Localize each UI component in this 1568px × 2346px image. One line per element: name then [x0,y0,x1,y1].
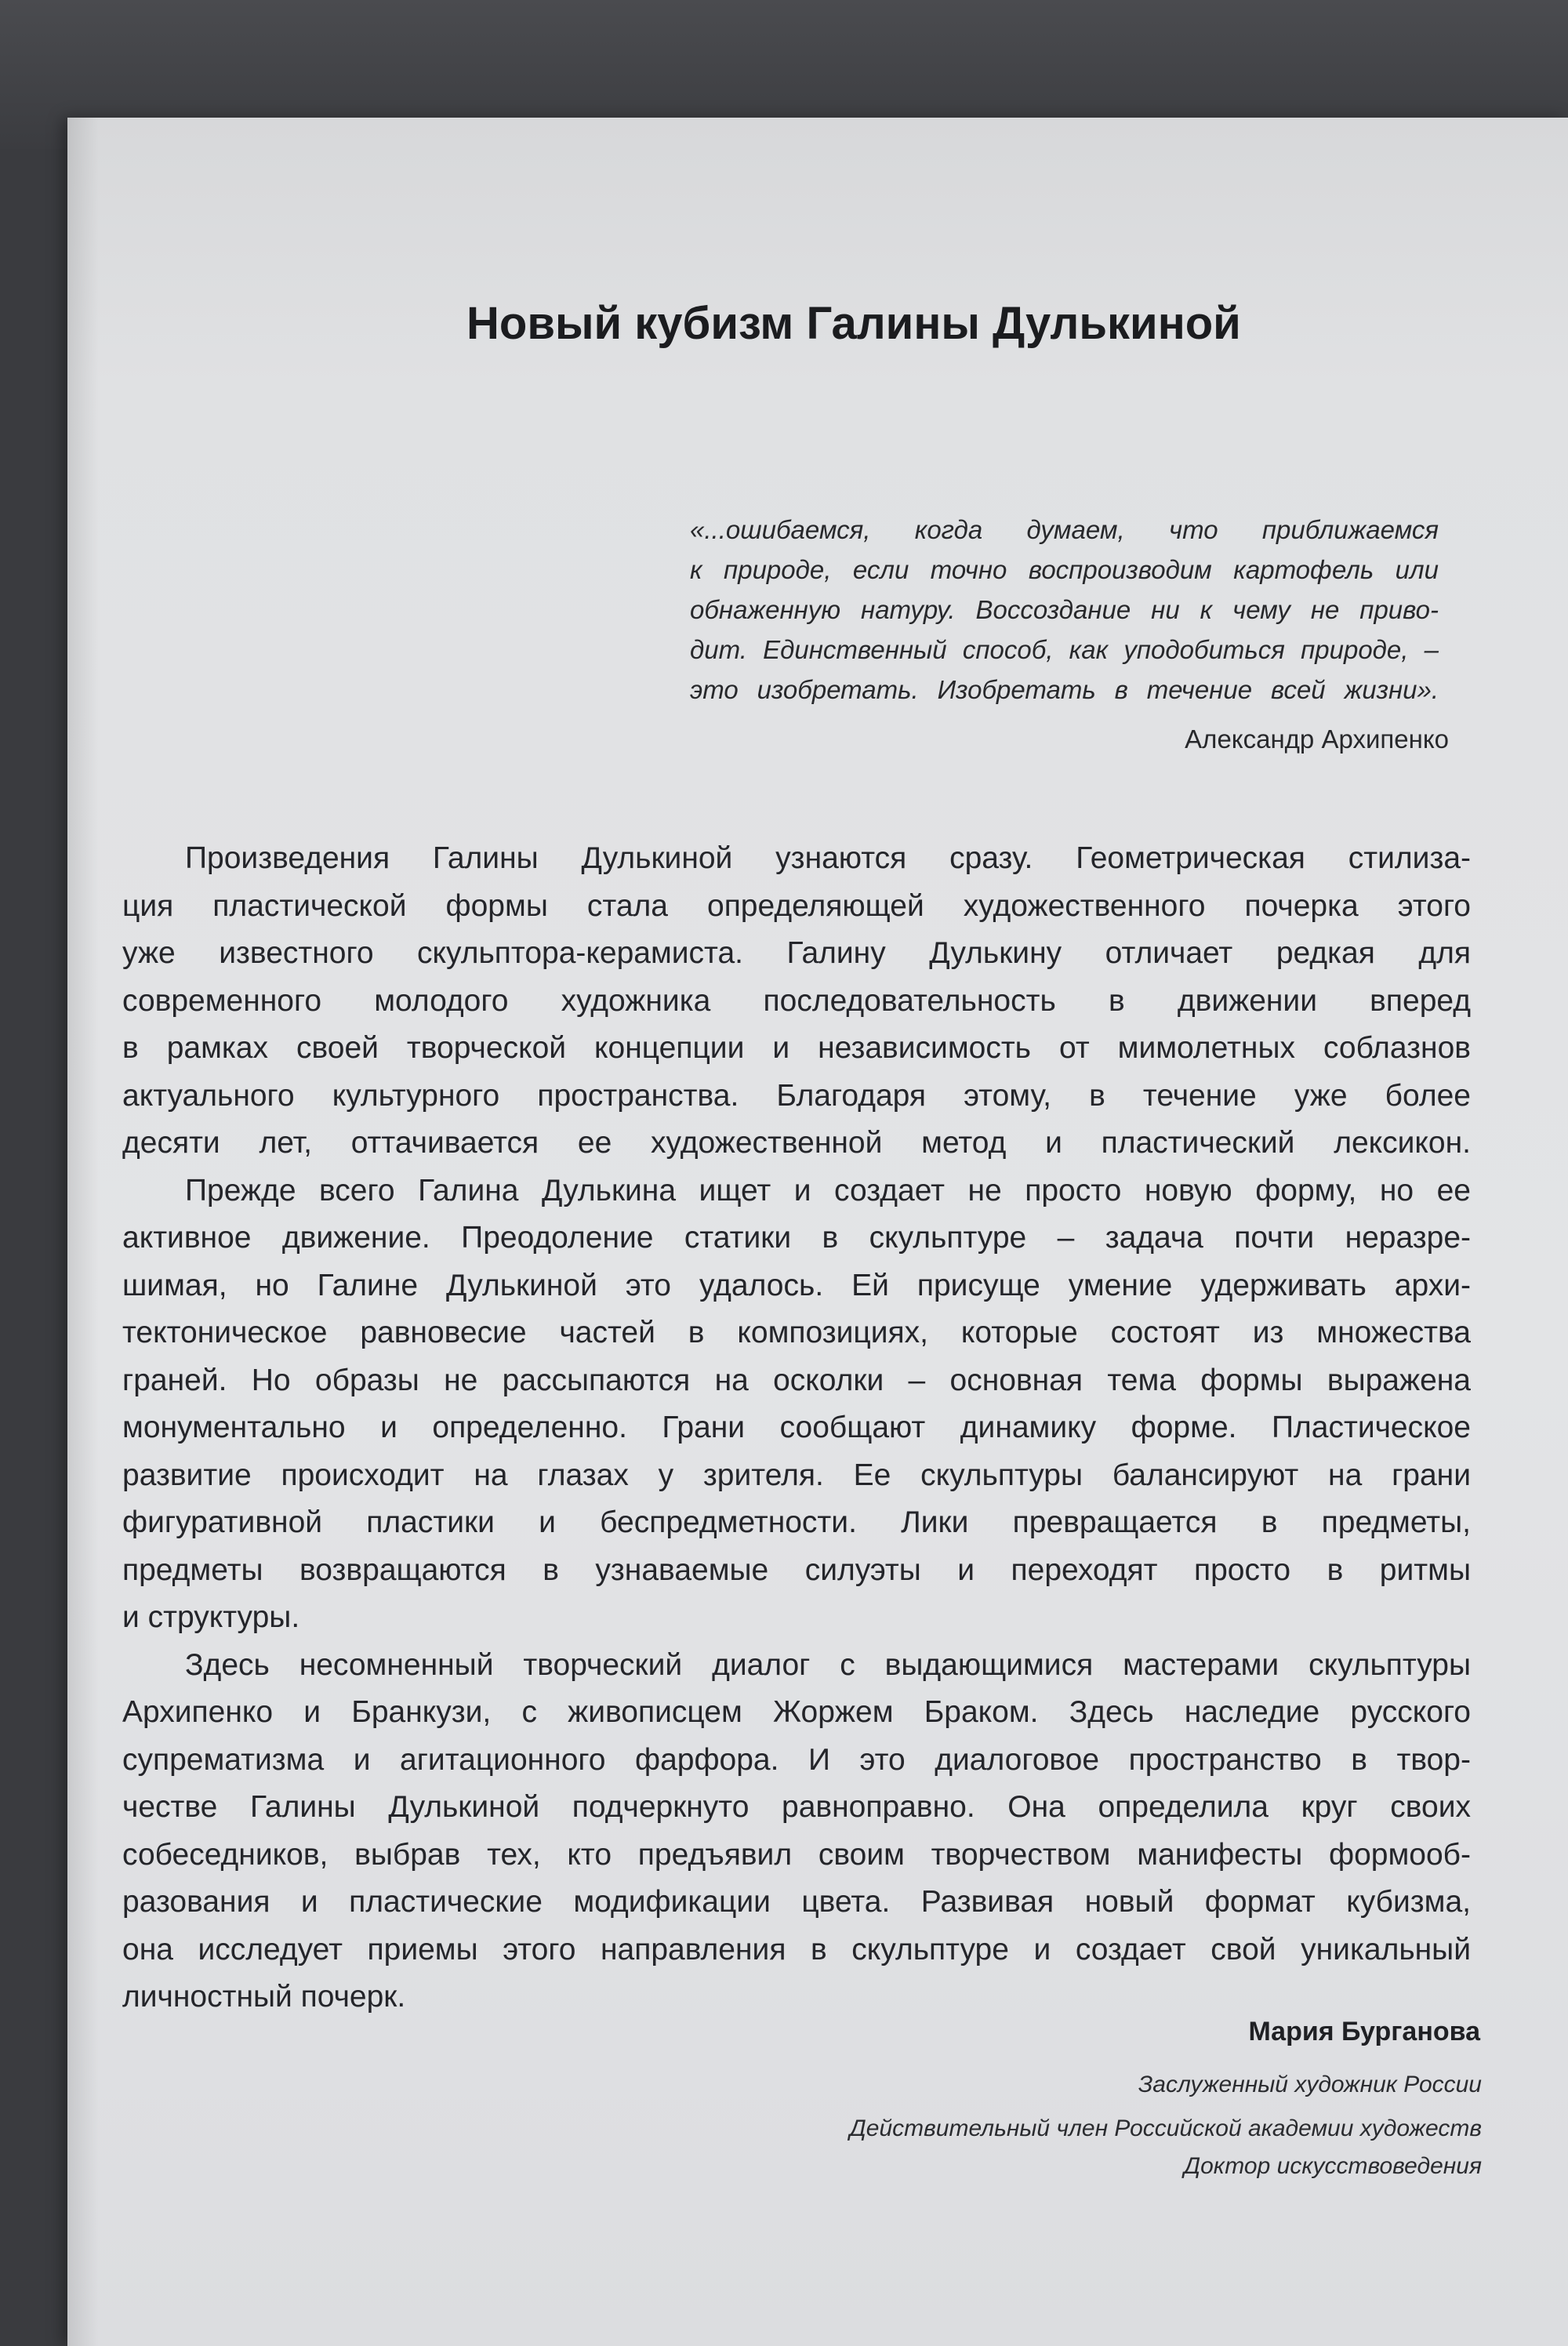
body-line: собеседников, выбрав тех, кто предъявил своим творчеством манифесты формооб- [122,1837,1471,1872]
author-title: Заслуженный художник России [1138,2072,1482,2097]
body-line: в рамках своей творческой концепции и независимость от мимолетных соблазнов [122,1031,1471,1065]
body-line: Архипенко и Бранкузи, с живописцем Жоржем Браком. Здесь наследие русского [122,1695,1471,1729]
author-title: Доктор искусствоведения [1183,2153,1482,2179]
body-line: развитие происходит на глазах у зрителя. Ее скульптуры балансируют на грани [122,1458,1471,1492]
epigraph-author: Александр Архипенко [1185,724,1449,754]
epigraph-line: дит. Единственный способ, как уподобиться природе, – [690,635,1439,664]
epigraph-line: обнаженную натуру. Воссоздание ни к чему не приво- [690,595,1439,624]
body-line: десяти лет, оттачивается ее художественной метод и пластический лексикон. [122,1126,1471,1160]
body-line: граней. Но образы не рассыпаются на осколки – основная тема формы выражена [122,1363,1471,1397]
body-line: разования и пластические модификации цвета. Развивая новый формат кубизма, [122,1885,1471,1919]
body-line: личностный почерк. [122,1980,406,2014]
epigraph-line: к природе, если точно воспроизводим картофель или [690,555,1439,584]
body-line: и структуры. [122,1600,300,1634]
page-gutter-shadow [67,118,99,2346]
author-name: Мария Бурганова [1248,2017,1480,2046]
body-line: Произведения Галины Дулькиной узнаются сразу. Геометрическая стилиза- [185,841,1471,875]
author-title: Действительный член Российской академии художеств [849,2115,1482,2141]
body-line: шимая, но Галине Дулькиной это удалось. Ей присуще умение удерживать архи- [122,1268,1471,1302]
article-title: Новый кубизм Галины Дулькиной [466,298,1241,349]
body-line: фигуративной пластики и беспредметности. Лики превращается в предметы, [122,1505,1471,1539]
epigraph-quote [690,510,1439,710]
body-line: ция пластической формы стала определяющей художественного почерка этого [122,888,1471,923]
body-line: уже известного скульптора-керамиста. Галину Дулькину отличает редкая для [122,936,1471,970]
epigraph-line: это изобретать. Изобретать в течение всей жизни». [690,675,1439,704]
body-line: активное движение. Преодоление статики в скульптуре – задача почти неразре- [122,1221,1471,1255]
epigraph-line: «...ошибаемся, когда думаем, что приближаемся [690,515,1439,544]
article-body [122,835,1471,2021]
body-line: она исследует приемы этого направления в скульптуре и создает свой уникальный [122,1932,1471,1966]
body-line: тектоническое равновесие частей в композициях, которые состоят из множества [122,1316,1471,1349]
body-line: предметы возвращаются в узнаваемые силуэты и переходят просто в ритмы [122,1552,1471,1587]
body-line: монументально и определенно. Грани сообщают динамику форме. Пластическое [122,1411,1471,1444]
body-line: современного молодого художника последовательность в движении вперед [122,983,1471,1018]
body-line: Здесь несомненный творческий диалог с выдающимися мастерами скульптуры [185,1647,1471,1682]
body-line: Прежде всего Галина Дулькина ищет и создает не просто новую форму, но ее [185,1173,1471,1208]
body-line: честве Галины Дулькиной подчеркнуто равноправно. Она определила круг своих [122,1790,1471,1824]
body-line: супрематизма и агитационного фарфора. И это диалоговое пространство в твор- [122,1742,1471,1777]
body-line: актуального культурного пространства. Благодаря этому, в течение уже более [122,1078,1471,1113]
